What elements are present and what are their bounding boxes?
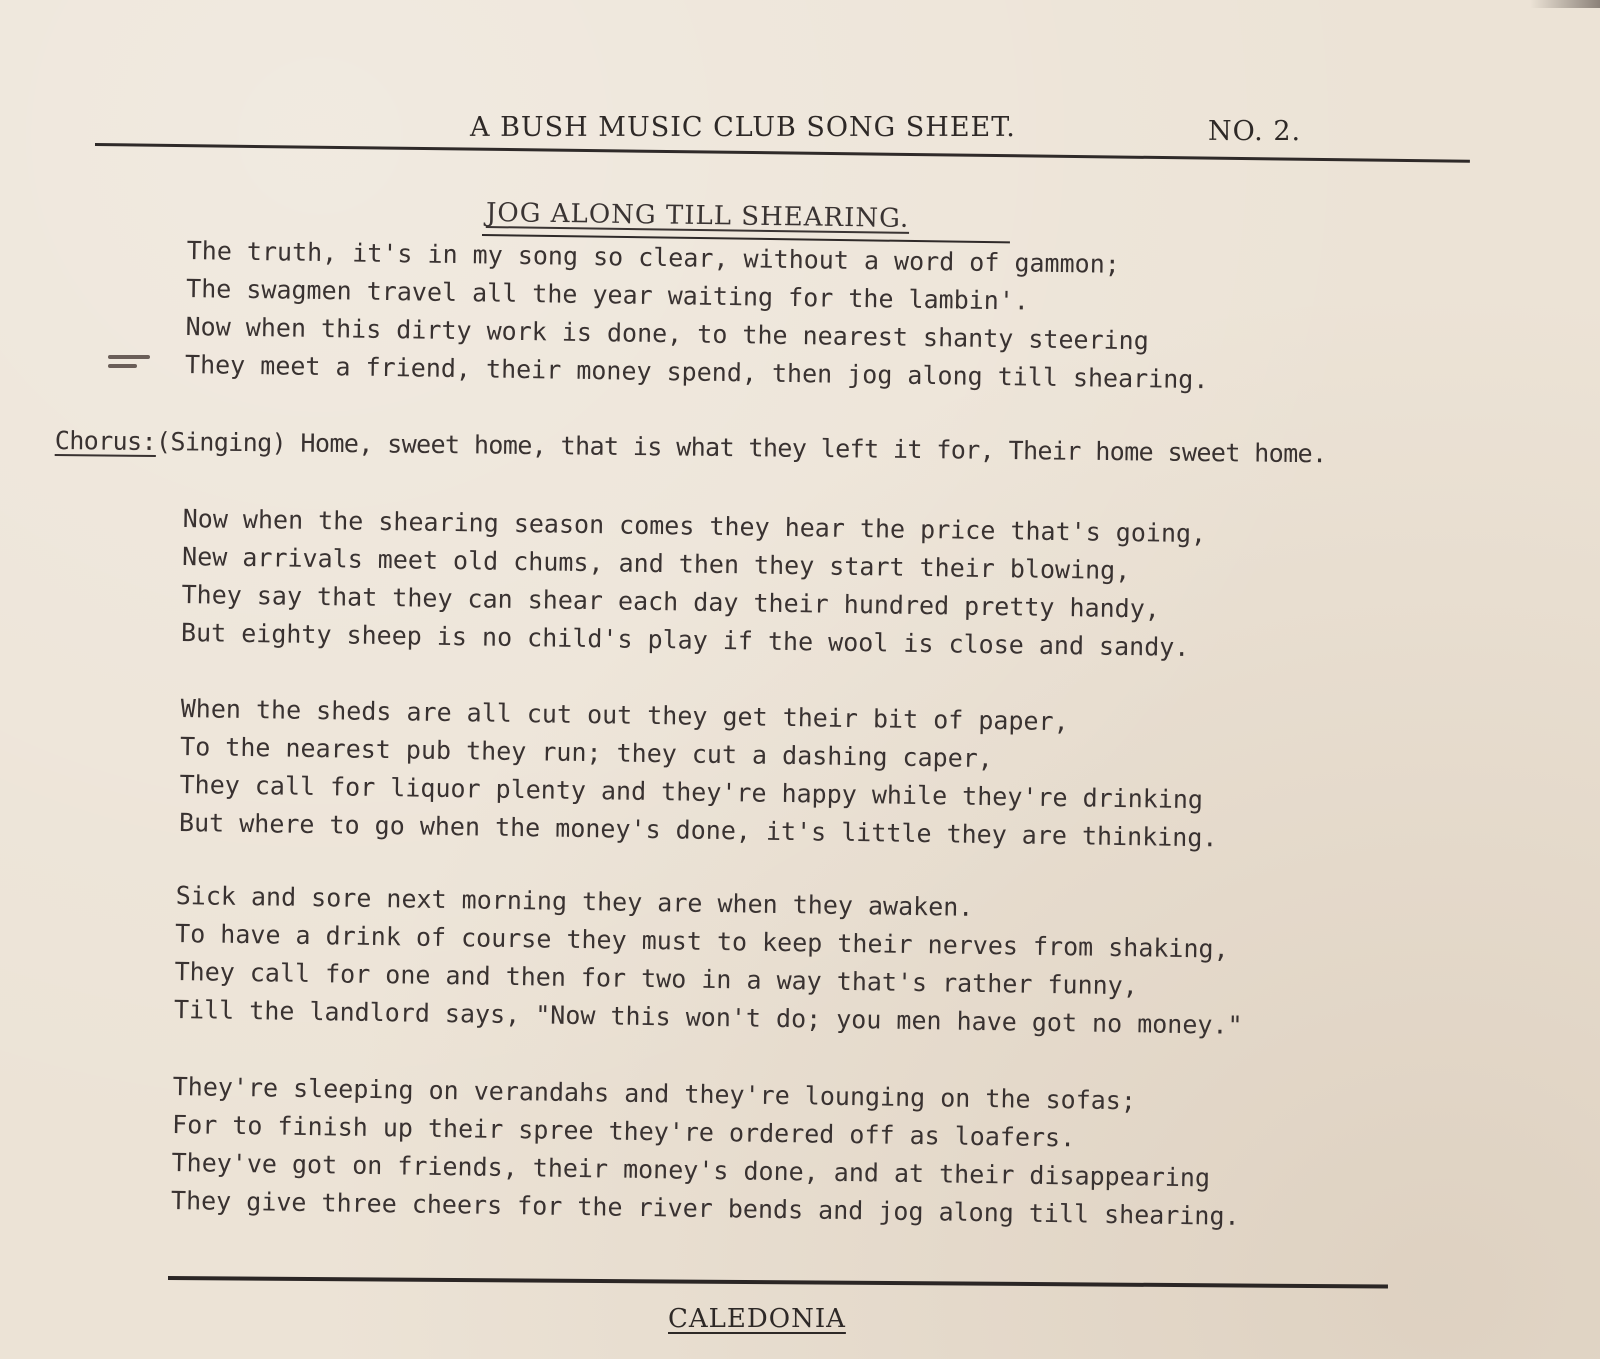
margin-mark-stroke <box>108 364 137 368</box>
margin-mark <box>108 350 150 378</box>
scan-edge-shadow <box>1530 0 1600 8</box>
sheet-header <box>470 112 1302 147</box>
stanza-line: Sick and sore next morning they are when they awaken. <box>175 880 974 922</box>
stanza-line: For to finish up their spree they're ordered off as loafers. <box>171 1109 1076 1153</box>
margin-mark-stroke <box>108 355 150 359</box>
stanza-line: They call for liquor plenty and they're happy while they're drinking <box>179 769 1204 815</box>
chorus <box>55 426 1327 468</box>
chorus-text: (Singing) Home, sweet home, that is what they left it for, Their home sweet home. <box>155 427 1327 469</box>
stanza-line: To the nearest pub they run; they cut a dashing caper, <box>179 731 994 774</box>
stanza-line: The swagmen travel all the year waiting for the lambin'. <box>185 273 1030 316</box>
chorus-label: Chorus: <box>54 426 157 457</box>
next-song-title: CALEDONIA <box>668 1304 846 1334</box>
stanza-line: They say that they can shear each day their hundred pretty handy, <box>181 579 1161 624</box>
stanza-4 <box>174 877 1245 1045</box>
sheet-header-title: A BUSH MUSIC CLUB SONG SHEET. <box>470 112 1016 143</box>
stanza-line: Till the landlord says, "Now this won't do; you men have got no money." <box>173 994 1243 1040</box>
song-title: JOG ALONG TILL SHEARING. <box>485 198 910 234</box>
stanza-3 <box>179 690 1220 857</box>
stanza-line: Now when the shearing season comes they hear the price that's going, <box>182 503 1207 549</box>
stanza-line: They've got on friends, their money's done, and at their disappearing <box>171 1147 1211 1193</box>
stanza-line: They meet a friend, their money spend, then jog along till shearing. <box>184 349 1209 395</box>
stanza-line: New arrivals meet old chums, and then they start their blowing, <box>181 541 1131 586</box>
stanza-line: But where to go when the money's done, it's little they are thinking. <box>178 807 1218 853</box>
stanza-line: The truth, it's in my song so clear, without a word of gammon; <box>186 235 1121 279</box>
stanza-5 <box>171 1068 1242 1236</box>
stanza-line: They call for one and then for two in a way that's rather funny, <box>174 956 1138 1001</box>
stanza-1 <box>185 232 1211 399</box>
stanza-2 <box>181 500 1207 667</box>
stanza-line: To have a drink of course they must to keep their nerves from shaking, <box>174 918 1229 964</box>
stanza-line: Now when this dirty work is done, to the nearest shanty steering <box>185 311 1149 356</box>
song-divider-rule <box>168 1276 1388 1289</box>
stanza-line: They're sleeping on verandahs and they're lounging on the sofas; <box>172 1071 1137 1116</box>
stanza-line: But eighty sheep is no child's play if the wool is close and sandy. <box>180 617 1190 662</box>
sheet-number: NO. 2. <box>1208 116 1302 147</box>
stanza-line: When the sheds are all cut out they get their bit of paper, <box>180 693 1069 737</box>
stanza-line: They give three cheers for the river bends and jog along till shearing. <box>170 1185 1240 1231</box>
